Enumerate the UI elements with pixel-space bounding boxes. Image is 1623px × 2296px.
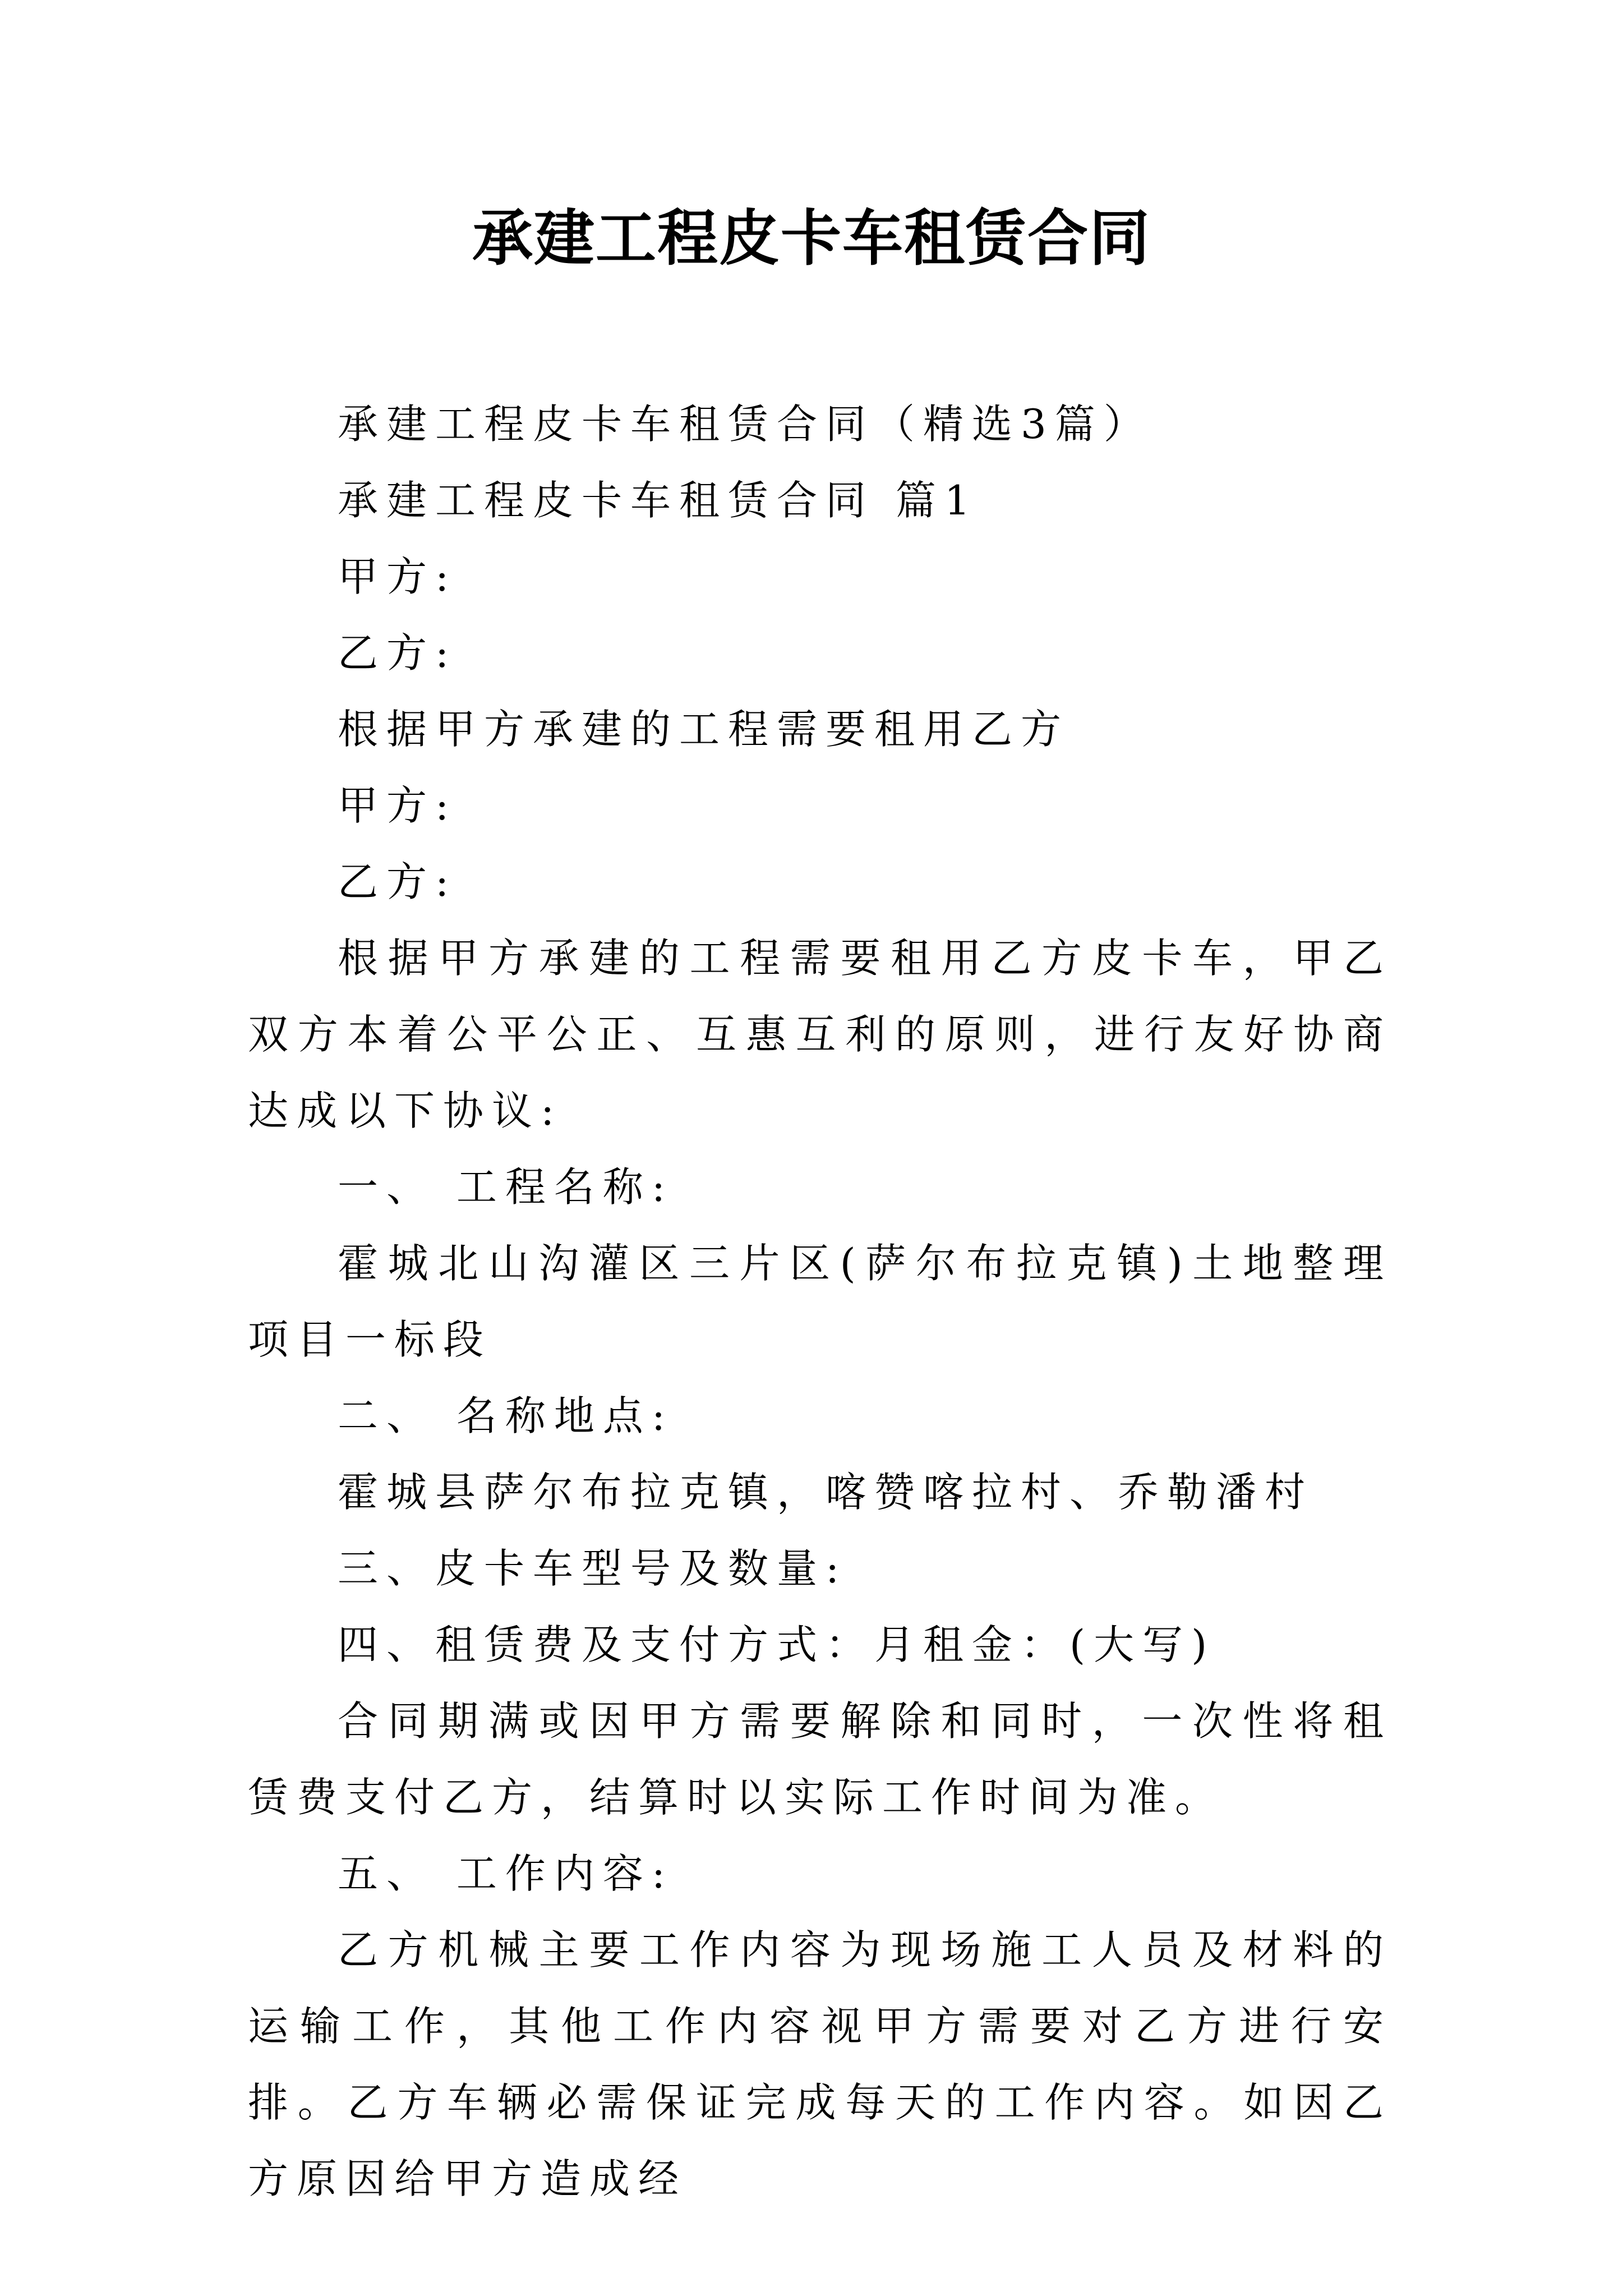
paragraph-agreement-basis: 根据甲方承建的工程需要租用乙方皮卡车，甲乙双方本着公平公正、互惠互利的原则，进行友好协商达成以下协议: [248, 935, 1392, 1134]
paragraph-location: 霍城县萨尔布拉克镇，喀赞喀拉村、乔勒潘村 [338, 1469, 1314, 1516]
paragraph-party-b-repeat: 乙方: [338, 858, 458, 905]
document-title: 承建工程皮卡车租赁合同 [472, 203, 1151, 274]
paragraph-project-name: 霍城北山沟灌区三片区(萨尔布拉克镇)土地整理项目一标段 [248, 1240, 1392, 1363]
paragraph-clause-4-heading: 四、租赁费及支付方式：月租金：(大写) [338, 1621, 1216, 1668]
paragraph-section-heading: 承建工程皮卡车租赁合同 篇1 [338, 477, 979, 524]
paragraph-party-a: 甲方: [338, 553, 458, 600]
document-body [248, 386, 1392, 2217]
paragraph-subtitle: 承建工程皮卡车租赁合同（精选3篇） [338, 401, 1152, 448]
paragraph-basis-short: 根据甲方承建的工程需要租用乙方 [338, 706, 1070, 753]
paragraph-clause-3-heading: 三、皮卡车型号及数量: [338, 1545, 848, 1592]
paragraph-party-b: 乙方: [338, 629, 458, 677]
paragraph-payment-terms: 合同期满或因甲方需要解除和同时，一次性将租赁费支付乙方，结算时以实际工作时间为准。 [248, 1697, 1392, 1821]
paragraph-work-content: 乙方机械主要工作内容为现场施工人员及材料的运输工作，其他工作内容视甲方需要对乙方进行安排。乙方车辆必需保证完成每天的工作内容。如因乙方原因给甲方造成经 [248, 1926, 1392, 2202]
paragraph-party-a-repeat: 甲方: [338, 782, 458, 829]
paragraph-clause-1-heading: 一、 工程名称: [338, 1163, 674, 1211]
paragraph-clause-2-heading: 二、 名称地点: [338, 1392, 674, 1439]
paragraph-clause-5-heading: 五、 工作内容: [338, 1850, 674, 1897]
